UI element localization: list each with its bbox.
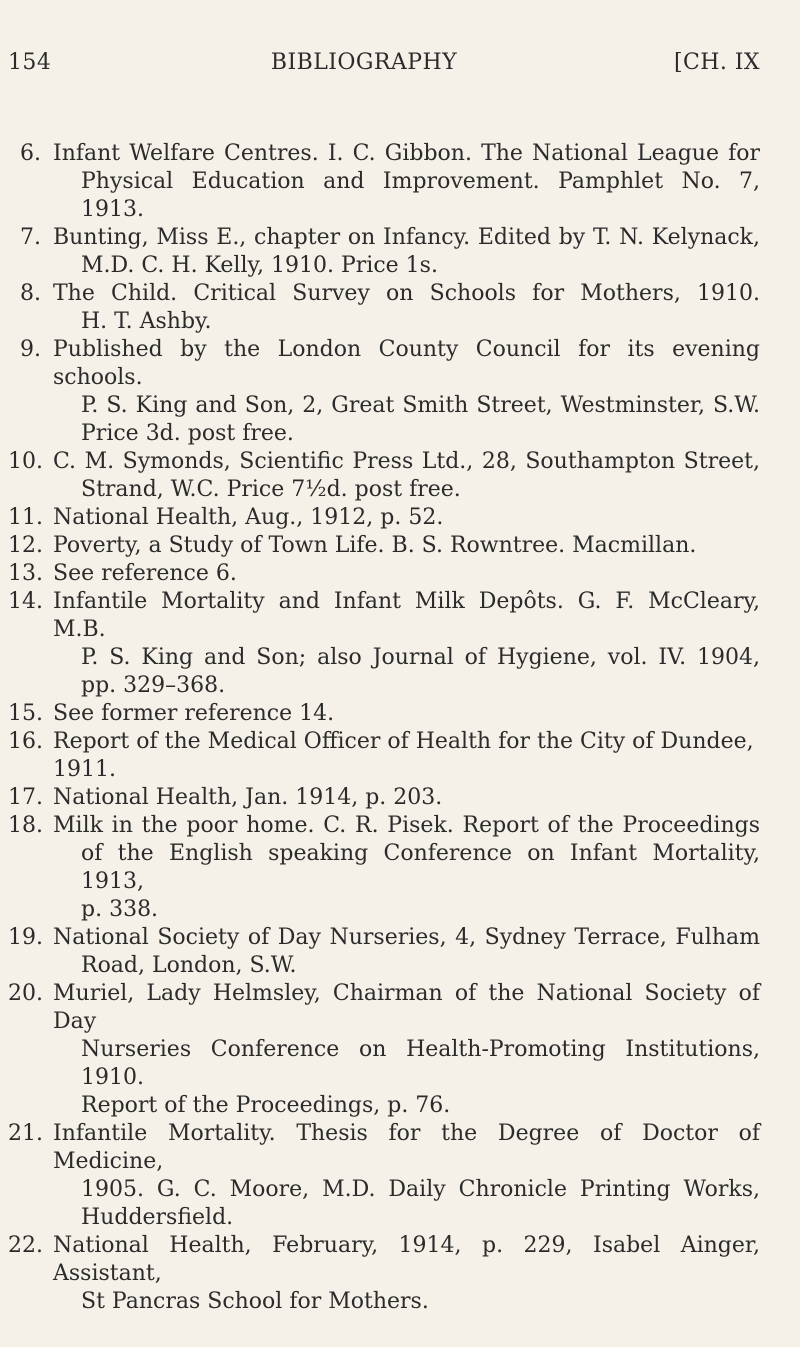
entry-text (53, 924, 760, 980)
entry-line: National Health, Aug., 1912, p. 52. (53, 505, 444, 530)
entry-number: 13. (8, 561, 43, 586)
entry-number: 10. (8, 449, 43, 474)
entry-line: P. S. King and Son; also Journal of Hygiene, vol. IV. 1904, (81, 645, 760, 670)
entry-number: 14. (8, 589, 43, 614)
entry-line: National Society of Day Nurseries, 4, Sydney Terrace, Fulham (53, 925, 760, 950)
entry-line: Road, London, S.W. (81, 953, 297, 978)
entry-text (53, 504, 760, 532)
entry-line: Published by the London County Council for its evening schools. (53, 337, 760, 390)
entry-line: C. M. Symonds, Scientific Press Ltd., 28, Southampton Street, (53, 449, 760, 474)
entry-line: 1905. G. C. Moore, M.D. Daily Chronicle Printing Works, (81, 1177, 760, 1202)
entry-number: 21. (8, 1121, 43, 1146)
entry-line: Infantile Mortality and Infant Milk Depôts. G. F. McCleary, M.B. (53, 589, 760, 642)
entry-number: 22. (8, 1233, 43, 1258)
entry-line: Infant Welfare Centres. I. C. Gibbon. The National League for (53, 141, 760, 166)
entry-number: 12. (8, 533, 43, 558)
entry-line: p. 338. (81, 897, 159, 922)
entry-line: Price 3d. post free. (81, 421, 294, 446)
entry-text (53, 980, 760, 1120)
bibliography-entry (8, 784, 760, 812)
entry-line: See former reference 14. (53, 701, 335, 726)
bibliography-entry (8, 924, 760, 980)
chapter-label: [CH. IX (673, 50, 760, 75)
bibliography-entry (8, 700, 760, 728)
entry-line: St Pancras School for Mothers. (81, 1289, 429, 1314)
entry-number: 15. (8, 701, 43, 726)
entry-line: Nurseries Conference on Health-Promoting Institutions, 1910. (81, 1037, 760, 1090)
bibliography-entry (8, 1232, 760, 1316)
entry-number: 20. (8, 981, 43, 1006)
entry-line: National Health, February, 1914, p. 229, Isabel Ainger, Assistant, (53, 1233, 760, 1286)
entry-number: 16. (8, 729, 43, 754)
entry-line: Poverty, a Study of Town Life. B. S. Rowntree. Macmillan. (53, 533, 697, 558)
entry-line: Report of the Proceedings, p. 76. (81, 1093, 451, 1118)
entry-text (53, 532, 760, 560)
bibliography-entry (8, 336, 760, 448)
entry-line: Report of the Medical Officer of Health for the City of Dundee, 1911. (53, 729, 754, 782)
entry-number: 19. (8, 925, 43, 950)
bibliography-entry (8, 280, 760, 336)
entry-text (53, 1232, 760, 1316)
entry-line: Infantile Mortality. Thesis for the Degree of Doctor of Medicine, (53, 1121, 760, 1174)
entry-line: National Health, Jan. 1914, p. 203. (53, 785, 443, 810)
bibliography-list (8, 140, 760, 1316)
entry-number: 11. (8, 505, 43, 530)
entry-line: Milk in the poor home. C. R. Pisek. Report of the Proceedings (53, 813, 760, 838)
bibliography-entry (8, 588, 760, 700)
entry-text (53, 224, 760, 280)
bibliography-entry (8, 532, 760, 560)
entry-line: Muriel, Lady Helmsley, Chairman of the National Society of Day (53, 981, 760, 1034)
entry-text (53, 140, 760, 224)
entry-text (53, 700, 760, 728)
entry-line: 1913. (81, 197, 144, 222)
entry-text (53, 448, 760, 504)
bibliography-entry (8, 728, 760, 784)
entry-number: 17. (8, 785, 43, 810)
entry-line: The Child. Critical Survey on Schools for Mothers, 1910. (53, 281, 760, 306)
page-number: 154 (8, 50, 52, 75)
bibliography-entry (8, 504, 760, 532)
bibliography-entry (8, 1120, 760, 1232)
entry-text (53, 1120, 760, 1232)
bibliography-entry (8, 448, 760, 504)
entry-text (53, 336, 760, 448)
entry-text (53, 560, 760, 588)
bibliography-entry (8, 140, 760, 224)
entry-number: 7. (20, 225, 41, 250)
entry-number: 9. (20, 337, 41, 362)
entry-line: pp. 329–368. (81, 673, 226, 698)
running-header (8, 52, 760, 92)
entry-line: See reference 6. (53, 561, 237, 586)
entry-text (53, 784, 760, 812)
entry-number: 18. (8, 813, 43, 838)
entry-line: H. T. Ashby. (81, 309, 212, 334)
entry-number: 6. (20, 141, 41, 166)
running-title: BIBLIOGRAPHY (270, 50, 458, 75)
entry-line: M.D. C. H. Kelly, 1910. Price 1s. (81, 253, 438, 278)
entry-text (53, 728, 760, 784)
entry-line: of the English speaking Conference on Infant Mortality, 1913, (81, 841, 760, 894)
bibliography-entry (8, 812, 760, 924)
bibliography-entry (8, 980, 760, 1120)
entry-line: Huddersfield. (81, 1205, 234, 1230)
entry-line: P. S. King and Son, 2, Great Smith Street, Westminster, S.W. (81, 393, 760, 418)
entry-text (53, 812, 760, 924)
entry-number: 8. (20, 281, 41, 306)
entry-line: Bunting, Miss E., chapter on Infancy. Edited by T. N. Kelynack, (53, 225, 760, 250)
bibliography-entry (8, 224, 760, 280)
entry-text (53, 280, 760, 336)
entry-line: Physical Education and Improvement. Pamphlet No. 7, (81, 169, 760, 194)
entry-text (53, 588, 760, 700)
bibliography-entry (8, 560, 760, 588)
entry-line: Strand, W.C. Price 7½d. post free. (81, 477, 461, 502)
